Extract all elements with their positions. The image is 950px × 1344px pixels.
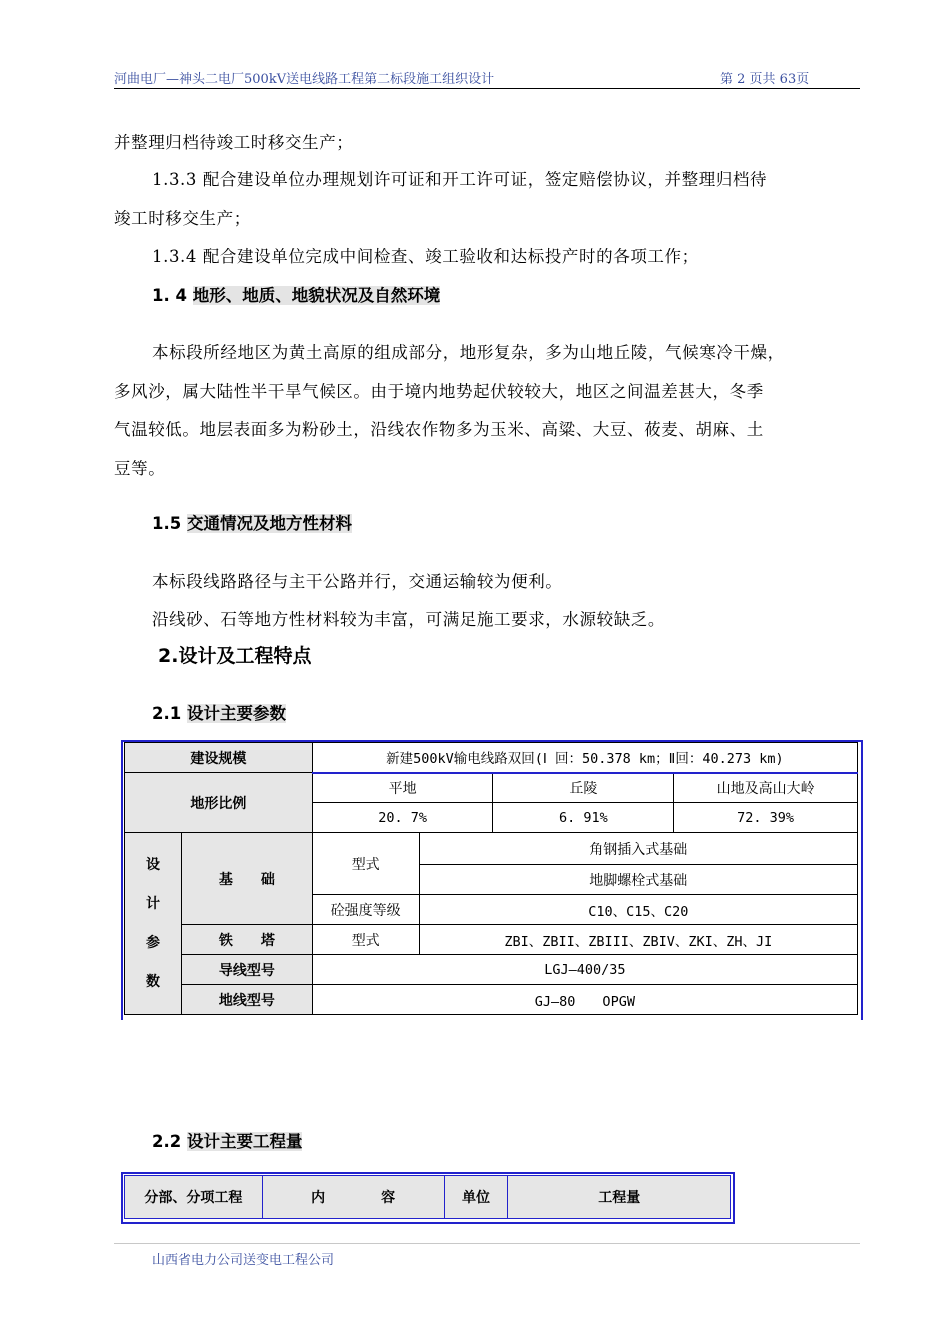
tower-label: 铁 塔	[181, 925, 312, 955]
terrain-value-mountains: 72. 39%	[674, 803, 858, 833]
page-header	[114, 66, 860, 89]
table-row	[125, 955, 858, 985]
design-char-1: 设	[145, 856, 160, 873]
header-title: 河曲电厂—神头二电厂500kV送电线路工程第二标段施工组织设计	[114, 72, 495, 87]
conductor-value: LGJ—400/35	[312, 955, 857, 985]
footer-divider	[114, 1243, 860, 1244]
design-char-4: 数	[145, 973, 160, 990]
col-header-unit: 单位	[444, 1176, 508, 1219]
tower-type-label: 型式	[312, 925, 419, 955]
table-quantities	[124, 1175, 731, 1219]
ground-wire-value: GJ—80 OPGW	[312, 985, 857, 1015]
paragraph-materials: 沿线砂、石等地方性材料较为丰富，可满足施工要求，水源较缺乏。	[152, 610, 665, 629]
col-header-content: 内 容	[262, 1176, 444, 1219]
foundation-type-label: 型式	[312, 833, 419, 895]
terrain-header-hills: 丘陵	[493, 773, 674, 803]
terrain-value-flat: 20. 7%	[312, 803, 493, 833]
scale-label: 建设规模	[125, 743, 313, 773]
tower-type-value: ZBI、ZBII、ZBIII、ZBIV、ZKI、ZH、JI	[419, 925, 857, 955]
heading-2-1	[152, 700, 286, 724]
ground-wire-label: 地线型号	[181, 985, 312, 1015]
heading-1-5-text: 交通情况及地方性材料	[186, 514, 352, 533]
paragraph-terrain-line4: 豆等。	[114, 459, 166, 478]
table-row	[125, 743, 858, 773]
paragraph-1-3-3-line2: 竣工时移交生产；	[114, 209, 251, 228]
heading-2-1-number: 2.1	[152, 704, 182, 723]
table-row	[125, 985, 858, 1015]
design-char-3: 参	[145, 934, 160, 951]
table-design-params	[124, 742, 858, 1015]
paragraph-terrain-line3: 气温较低。地层表面多为粉砂土，沿线农作物多为玉米、高粱、大豆、莜麦、胡麻、土	[114, 420, 764, 439]
heading-1-4-text: 地形、地质、地貌状况及自然环境	[192, 286, 441, 305]
paragraph-1-3-3-line1: 1.3.3 配合建设单位办理规划许可证和开工许可证，签定赔偿协议，并整理归档待	[152, 170, 768, 189]
conductor-label: 导线型号	[181, 955, 312, 985]
concrete-grade-value: C10、C15、C20	[419, 895, 857, 925]
design-params-label	[125, 833, 182, 1015]
footer-company: 山西省电力公司送变电工程公司	[152, 1253, 335, 1268]
foundation-label: 基 础	[181, 833, 312, 925]
table-row	[125, 833, 858, 865]
heading-1-5-number: 1.5	[152, 514, 182, 533]
col-header-quantity: 工程量	[508, 1176, 731, 1219]
paragraph-continued: 并整理归档待竣工时移交生产；	[114, 133, 354, 152]
terrain-label: 地形比例	[125, 773, 313, 833]
concrete-grade-label: 砼强度等级	[312, 895, 419, 925]
heading-2-2-text: 设计主要工程量	[186, 1132, 303, 1151]
design-char-2: 计	[145, 895, 160, 912]
heading-2-1-text: 设计主要参数	[186, 704, 286, 723]
heading-2: 2.设计及工程特点	[158, 645, 312, 667]
table-row	[125, 925, 858, 955]
heading-1-5	[152, 510, 352, 534]
paragraph-terrain-line2: 多风沙，属大陆性半干旱气候区。由于境内地势起伏较较大，地区之间温差甚大，冬季	[114, 382, 764, 401]
scale-value: 新建500kV输电线路双回(Ⅰ 回：50.378 km；Ⅱ回：40.273 km)	[312, 743, 857, 773]
col-header-item: 分部、分项工程	[125, 1176, 263, 1219]
paragraph-terrain-line1: 本标段所经地区为黄土高原的组成部分，地形复杂，多为山地丘陵，气候寒冷干燥，	[152, 343, 785, 362]
terrain-value-hills: 6. 91%	[493, 803, 674, 833]
terrain-header-flat: 平地	[312, 773, 493, 803]
terrain-header-mountains: 山地及高山大岭	[674, 773, 858, 803]
heading-1-4	[152, 282, 440, 306]
heading-1-4-number: 1. 4	[152, 286, 187, 305]
paragraph-traffic: 本标段线路路径与主干公路并行，交通运输较为便利。	[152, 572, 563, 591]
table-header-row	[125, 1176, 731, 1219]
heading-2-2	[152, 1128, 302, 1152]
table-row	[125, 773, 858, 803]
foundation-type-1: 角钢插入式基础	[419, 833, 857, 865]
foundation-type-2: 地脚螺栓式基础	[419, 865, 857, 895]
heading-2-2-number: 2.2	[152, 1132, 182, 1151]
paragraph-1-3-4: 1.3.4 配合建设单位完成中间检查、竣工验收和达标投产时的各项工作；	[152, 247, 699, 266]
header-page-info: 第 2 页共 63页	[720, 72, 810, 87]
